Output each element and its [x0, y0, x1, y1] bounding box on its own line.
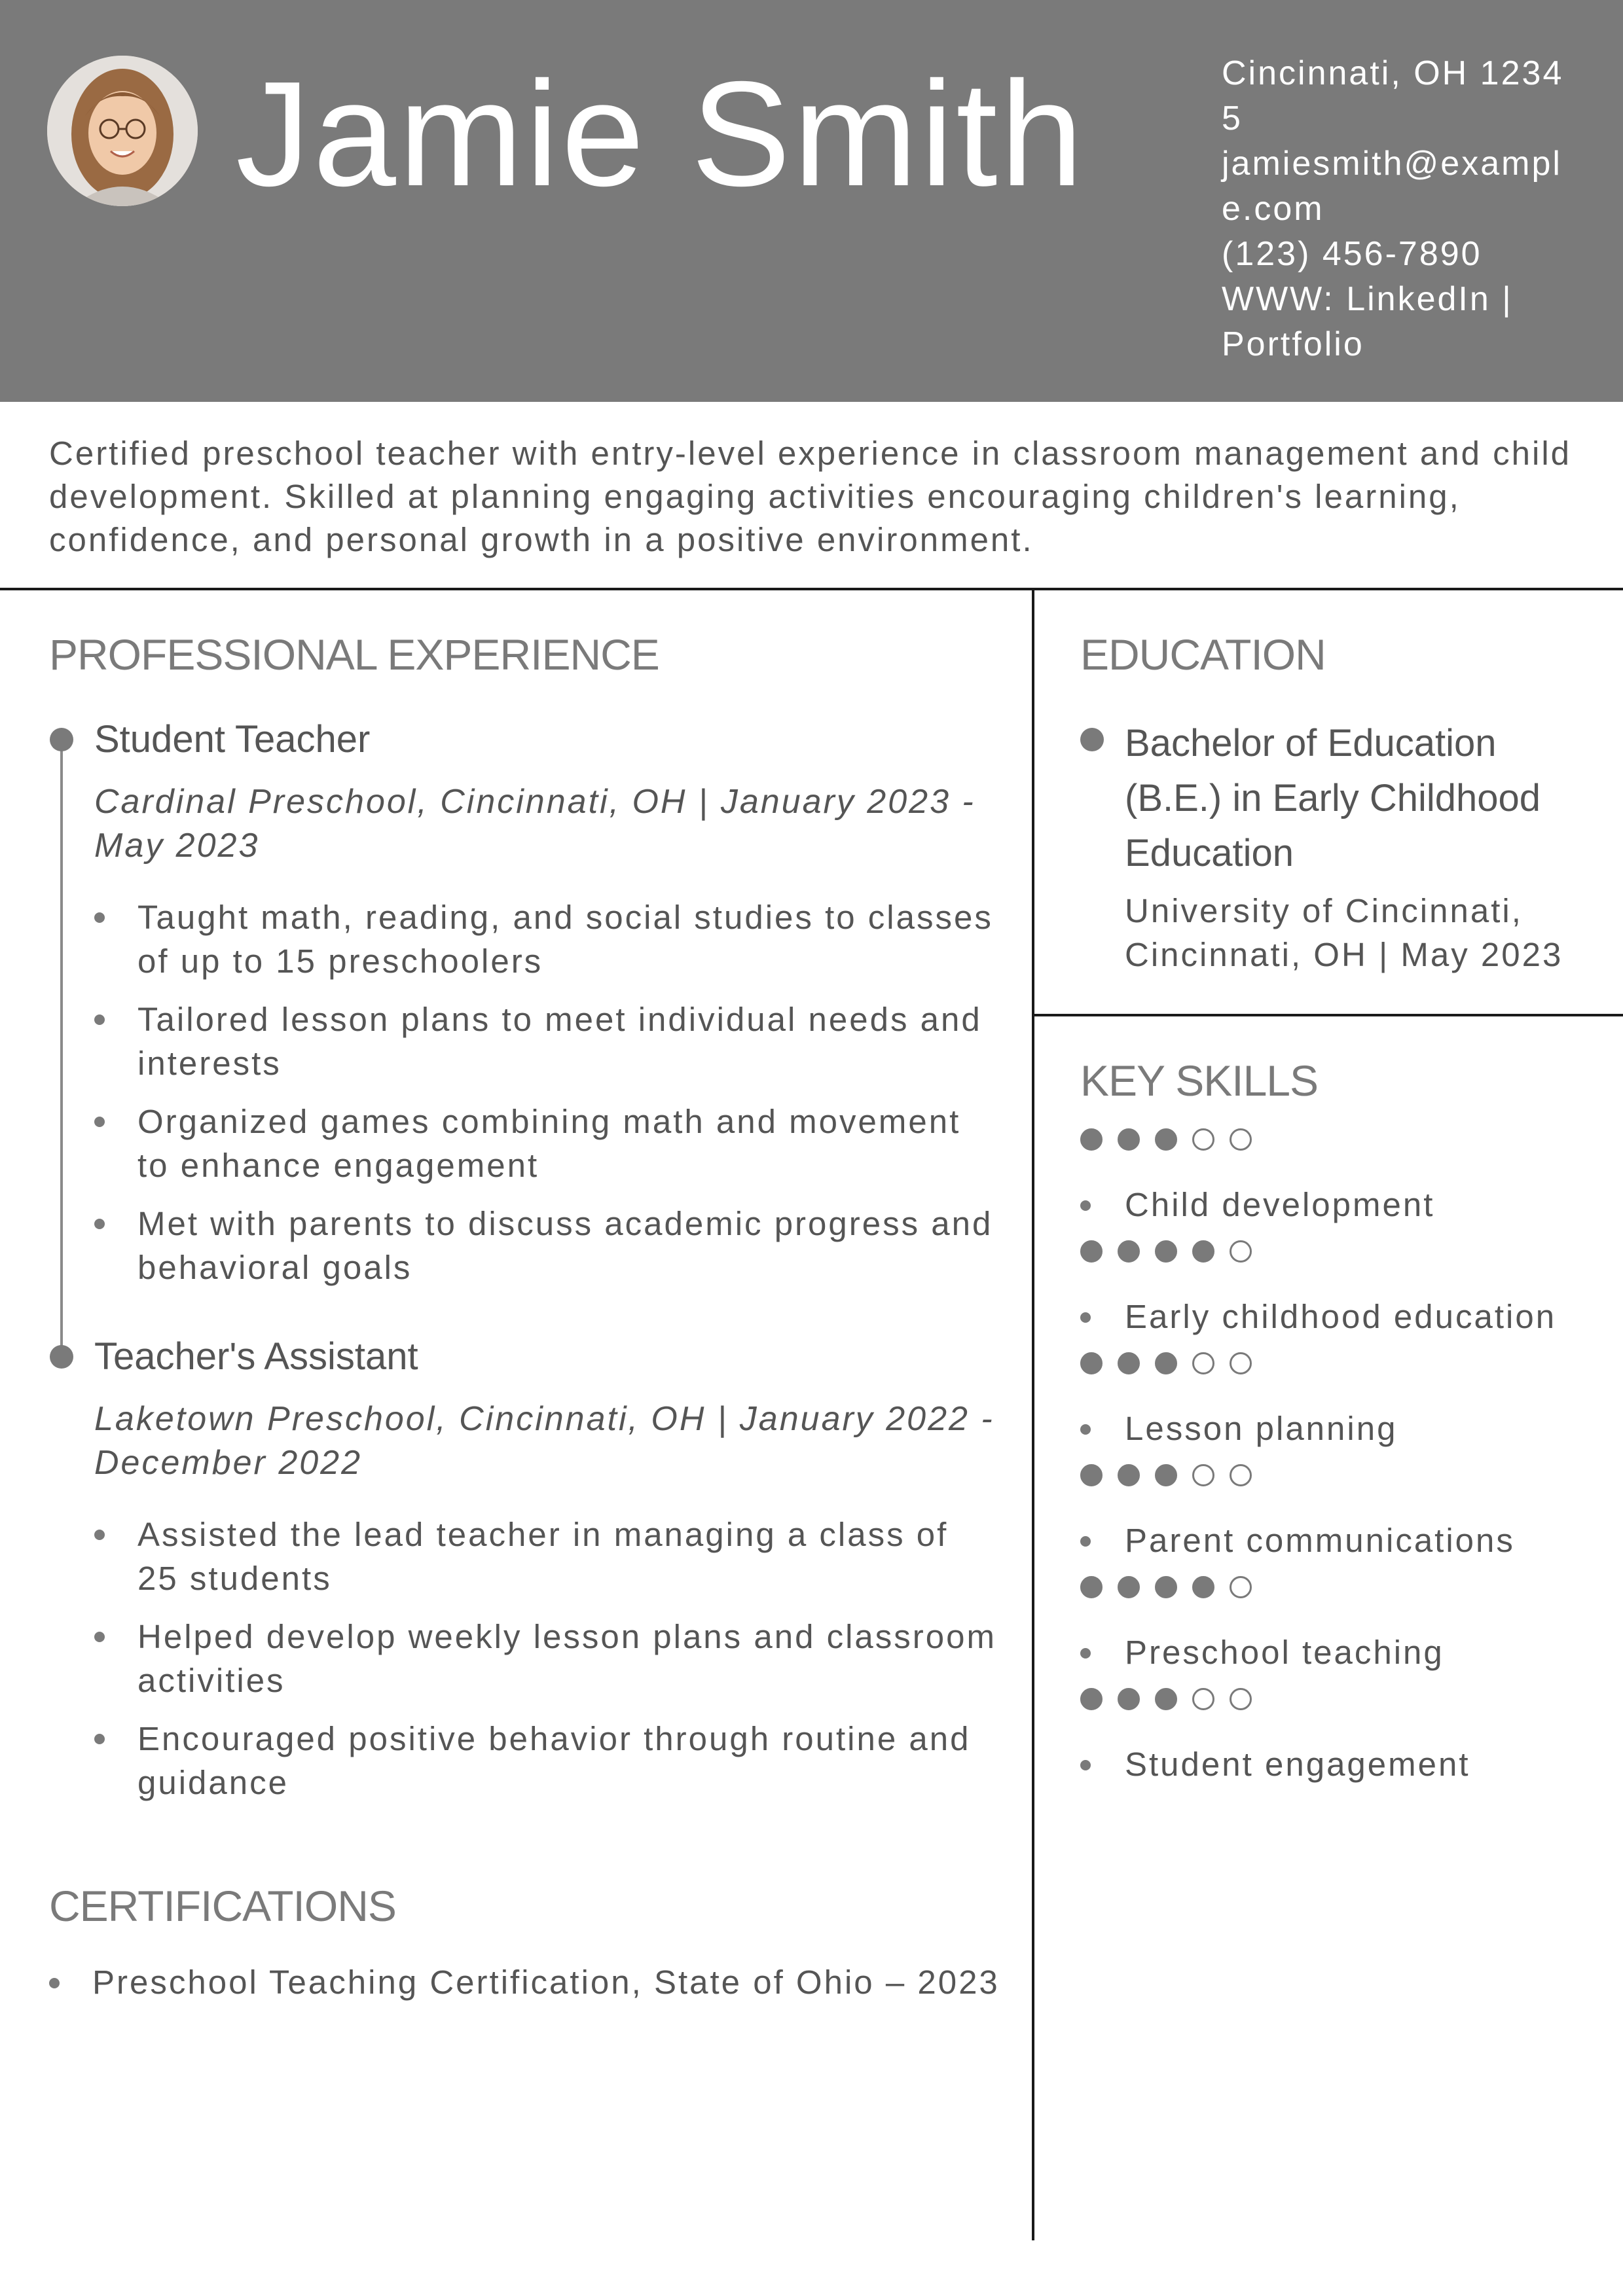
rating-filled-icon	[1155, 1352, 1177, 1374]
avatar-icon	[47, 56, 198, 206]
rating-filled-icon	[1080, 1352, 1103, 1374]
timeline-dot	[50, 1345, 73, 1369]
certification-text: Preschool Teaching Certification, State of Ohio – 2023	[92, 1964, 1000, 2001]
bullet-text: Organized games combining math and movement to enhance engagement	[137, 1103, 961, 1184]
bullet-text: Met with parents to discuss academic progress and behavioral goals	[137, 1205, 993, 1286]
skill-item	[1080, 1128, 1591, 1240]
rating-filled-icon	[1155, 1688, 1177, 1710]
bullet-text: Assisted the lead teacher in managing a class of 25 students	[137, 1516, 949, 1597]
skill-item	[1080, 1240, 1591, 1352]
skill-item	[1080, 1464, 1591, 1576]
profile-photo	[47, 56, 198, 206]
timeline-line	[60, 740, 63, 1356]
skill-label: Student engagement	[1125, 1746, 1470, 1783]
list-item	[94, 1202, 998, 1289]
skill-rating	[1080, 1464, 1267, 1488]
rating-filled-icon	[1080, 1240, 1103, 1263]
bullet-icon	[94, 1014, 105, 1025]
skill-name	[1080, 1743, 1470, 1786]
bullet-text: Taught math, reading, and social studies to classes of up to 15 preschoolers	[137, 899, 993, 980]
contact-info	[1222, 51, 1575, 367]
skill-rating	[1080, 1352, 1267, 1376]
job-title: Student Teacher	[94, 718, 371, 761]
rating-filled-icon	[1192, 1576, 1214, 1598]
bullet-icon	[94, 1219, 105, 1229]
education-degree: Bachelor of Education (B.E.) in Early Childhood Education	[1125, 722, 1541, 874]
rating-empty-icon	[1230, 1576, 1252, 1598]
list-item	[94, 997, 998, 1085]
skill-label: Preschool teaching	[1125, 1634, 1444, 1671]
skill-name	[1080, 1407, 1397, 1450]
job-title: Teacher's Assistant	[94, 1335, 418, 1378]
bullet-text: Tailored lesson plans to meet individual needs and interests	[137, 1001, 982, 1082]
rating-filled-icon	[1080, 1464, 1103, 1486]
rating-empty-icon	[1230, 1464, 1252, 1486]
skill-item	[1080, 1352, 1591, 1464]
skill-name	[1080, 1295, 1556, 1338]
rating-filled-icon	[1155, 1576, 1177, 1598]
job-meta: Cardinal Preschool, Cincinnati, OH | January 2023 - May 2023	[94, 783, 976, 865]
skill-rating	[1080, 1688, 1267, 1712]
skills-list	[1080, 1128, 1591, 1800]
professional-summary: Certified preschool teacher with entry-level experience in classroom management and child development. Skilled at planning engaging activities encouraging children's learning, confidence, and personal growth in a positive environment.	[49, 435, 1572, 558]
skill-item	[1080, 1576, 1591, 1688]
rating-filled-icon	[1118, 1464, 1140, 1486]
job-bullets	[94, 1513, 998, 1819]
contact-links[interactable]: WWW: LinkedIn | Portfolio	[1222, 280, 1513, 363]
rating-filled-icon	[1155, 1464, 1177, 1486]
contact-phone: (123) 456-7890	[1222, 235, 1482, 273]
skill-label: Early childhood education	[1125, 1298, 1557, 1335]
contact-email[interactable]: jamiesmith@example.com	[1222, 145, 1562, 228]
rating-filled-icon	[1118, 1128, 1140, 1151]
rating-empty-icon	[1192, 1352, 1214, 1374]
skill-name	[1080, 1519, 1515, 1562]
skill-rating	[1080, 1128, 1267, 1152]
skill-item	[1080, 1688, 1591, 1800]
rating-filled-icon	[1192, 1240, 1214, 1263]
bullet-icon	[1080, 1312, 1091, 1323]
bullet-icon	[1080, 1536, 1091, 1547]
contact-location: Cincinnati, OH 12345	[1222, 54, 1564, 137]
bullet-icon	[94, 912, 105, 923]
bullet-text: Encouraged positive behavior through routine and guidance	[137, 1720, 971, 1801]
divider-top	[0, 588, 1623, 590]
rating-empty-icon	[1230, 1240, 1252, 1263]
divider-right	[1032, 1014, 1623, 1016]
rating-filled-icon	[1155, 1240, 1177, 1263]
bullet-icon	[1080, 1760, 1091, 1770]
certifications-heading: CERTIFICATIONS	[49, 1882, 396, 1930]
rating-empty-icon	[1192, 1688, 1214, 1710]
rating-empty-icon	[1230, 1688, 1252, 1710]
bullet-icon	[94, 1734, 105, 1744]
rating-filled-icon	[1080, 1688, 1103, 1710]
list-item	[94, 1100, 998, 1187]
header-banner	[0, 0, 1623, 402]
list-item	[94, 1615, 998, 1702]
skill-rating	[1080, 1240, 1267, 1264]
bullet-icon	[94, 1632, 105, 1642]
education-school: University of Cincinnati, Cincinnati, OH | May 2023	[1125, 892, 1563, 973]
bullet-icon	[94, 1117, 105, 1127]
bullet-icon	[94, 1530, 105, 1540]
bullet-icon	[1080, 1200, 1091, 1211]
rating-empty-icon	[1230, 1352, 1252, 1374]
candidate-name: Jamie Smith	[236, 51, 1086, 217]
rating-empty-icon	[1230, 1128, 1252, 1151]
rating-filled-icon	[1080, 1576, 1103, 1598]
skill-name	[1080, 1183, 1434, 1227]
rating-filled-icon	[1118, 1576, 1140, 1598]
experience-heading: PROFESSIONAL EXPERIENCE	[49, 630, 659, 679]
rating-filled-icon	[1118, 1688, 1140, 1710]
rating-filled-icon	[1080, 1128, 1103, 1151]
bullet-icon	[1080, 1424, 1091, 1435]
bullet-text: Helped develop weekly lesson plans and classroom activities	[137, 1618, 996, 1699]
timeline-dot	[50, 728, 73, 751]
skill-name	[1080, 1631, 1444, 1674]
divider-column	[1032, 588, 1034, 2240]
skill-label: Child development	[1125, 1186, 1435, 1223]
bullet-icon	[1080, 1648, 1091, 1659]
skill-label: Parent communications	[1125, 1522, 1515, 1559]
rating-filled-icon	[1118, 1352, 1140, 1374]
education-dot	[1080, 728, 1104, 751]
skill-rating	[1080, 1576, 1267, 1600]
rating-empty-icon	[1192, 1464, 1214, 1486]
rating-empty-icon	[1192, 1128, 1214, 1151]
skill-label: Lesson planning	[1125, 1410, 1398, 1447]
job-meta: Laketown Preschool, Cincinnati, OH | January 2022 - December 2022	[94, 1400, 994, 1482]
certification-item	[49, 1961, 1031, 2004]
skills-heading: KEY SKILLS	[1080, 1056, 1319, 1105]
list-item	[94, 895, 998, 983]
list-item	[94, 1513, 998, 1600]
list-item	[94, 1717, 998, 1804]
bullet-icon	[49, 1978, 60, 1988]
job-bullets	[94, 895, 998, 1304]
education-heading: EDUCATION	[1080, 630, 1326, 679]
rating-filled-icon	[1118, 1240, 1140, 1263]
rating-filled-icon	[1155, 1128, 1177, 1151]
